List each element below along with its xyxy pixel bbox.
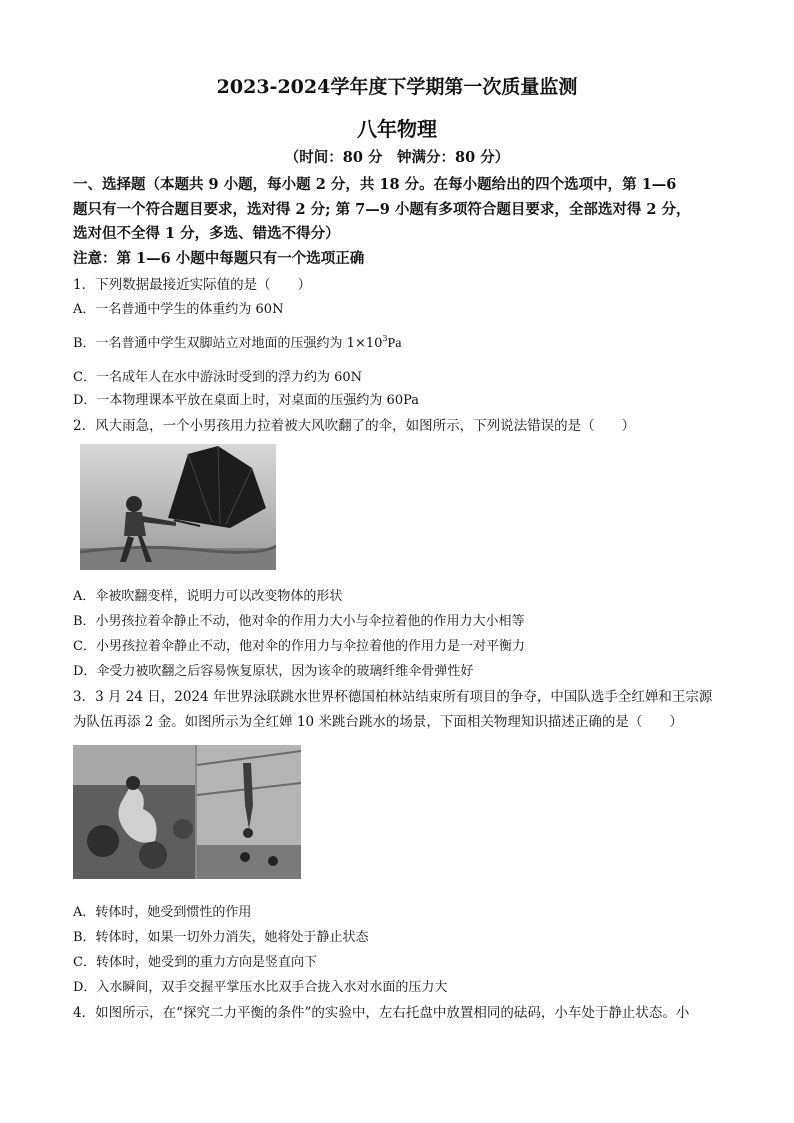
q1-option-b-text: B．一名普通中学生双脚站立对地面的压强约为 1×10 <box>73 336 383 351</box>
q2-option-b: B．小男孩拉着伞静止不动，他对伞的作用力大小与伞拉着他的作用力大小相等 <box>73 614 525 629</box>
exam-title: 2023-2024学年度下学期第一次质量监测 <box>216 76 578 98</box>
section-intro-line-2: 题只有一个符合题目要求，选对得 2 分; 第 7—9 小题有多项符合题目要求，全部选对得 2 分， <box>73 201 691 218</box>
exam-meta: （时间：80 分 钟满分：80 分） <box>284 149 510 166</box>
q2-stem: 2．风大雨急，一个小男孩用力拉着被大风吹翻了的伞，如图所示，下列说法错误的是（ ） <box>73 418 636 434</box>
q1-option-b <box>73 332 723 352</box>
q3-option-d: D．入水瞬间，双手交握平掌压水比双手合拢入水对水面的压力大 <box>73 980 448 995</box>
section-intro-line-1: 一、选择题（本题共 9 小题，每小题 2 分，共 18 分。在每小题给出的四个选项中，第 1—6 <box>73 176 677 193</box>
q1-option-c: C．一名成年人在水中游泳时受到的浮力约为 60N <box>73 370 362 385</box>
diving-photo <box>73 745 301 879</box>
q3-option-a: A．转体时，她受到惯性的作用 <box>73 905 252 920</box>
q3-stem-line-2: 为队伍再添 2 金。如图所示为全红婵 10 米跳台跳水的场景，下面相关物理知识描述正确的是（ ） <box>73 714 683 730</box>
q4-stem: 4．如图所示，在“探究二力平衡的条件”的实验中，左右托盘中放置相同的砝码，小车处于静止状态。小 <box>73 1005 690 1021</box>
q1-option-d: D．一本物理课本平放在桌面上时，对桌面的压强约为 60Pa <box>73 393 420 408</box>
q1-option-b-exponent: 3 <box>382 334 388 343</box>
section-note: 注意：第 1—6 小题中每题只有一个选项正确 <box>73 250 365 267</box>
section-intro-line-3: 选对但不全得 1 分，多选、错选不得分） <box>73 225 340 242</box>
q1-option-a: A．一名普通中学生的体重约为 60N <box>73 302 284 317</box>
q1-stem: 1．下列数据最接近实际值的是（ ） <box>73 277 312 293</box>
q2-option-d: D．伞受力被吹翻之后容易恢复原状，因为该伞的玻璃纤维伞骨弹性好 <box>73 664 474 679</box>
umbrella-boy-photo <box>80 444 276 570</box>
q3-stem-line-1: 3．3 月 24 日，2024 年世界泳联跳水世界杯德国柏林站结束所有项目的争夺，中国队选手全红婵和王宗源 <box>73 689 713 705</box>
q2-option-c: C．小男孩拉着伞静止不动，他对伞的作用力与伞拉着他的作用力是一对平衡力 <box>73 639 525 654</box>
q2-option-a: A．伞被吹翻变样，说明力可以改变物体的形状 <box>73 589 343 604</box>
q3-option-c: C．转体时，她受到的重力方向是竖直向下 <box>73 955 317 970</box>
exam-subject: 八年物理 <box>357 117 437 141</box>
q1-option-b-unit: Pa <box>387 336 402 351</box>
q3-option-b: B．转体时，如果一切外力消失，她将处于静止状态 <box>73 930 369 945</box>
